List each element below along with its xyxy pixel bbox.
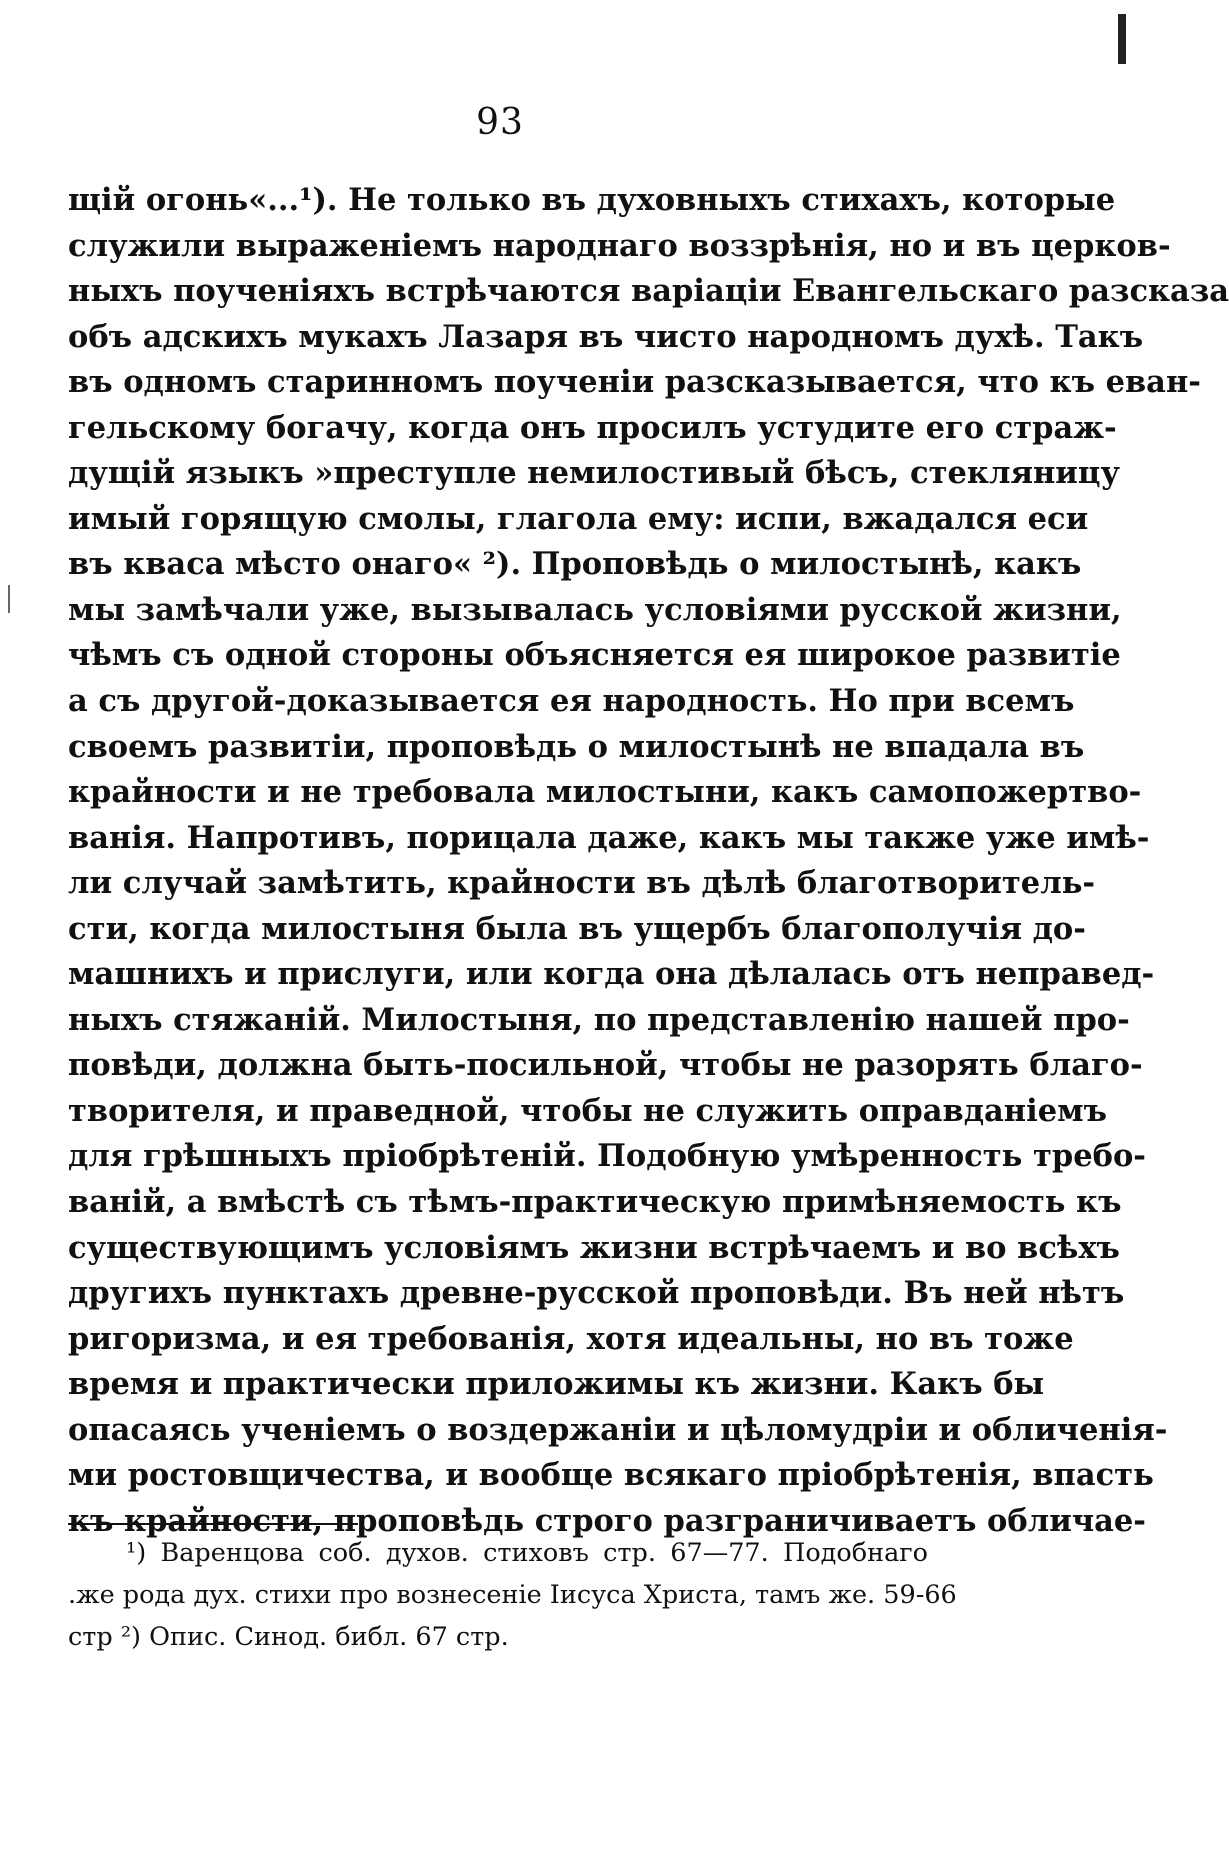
footnote-line: .же рода дух. стихи про вознесеніе Іисуса Христа, тамъ же. 59-66: [68, 1580, 957, 1610]
text-line: объ адскихъ мукахъ Лазаря въ чисто народномъ духѣ. Такъ: [68, 318, 1144, 355]
page-number: 93: [476, 102, 524, 143]
text-line: щій огонь«...¹). Не только въ духовныхъ стихахъ, которые: [68, 182, 1116, 218]
scan-edge-mark: [1118, 14, 1126, 64]
footnote-line: стр ²) Опис. Синод. библ. 67 стр.: [68, 1622, 509, 1652]
text-line: дущій языкъ »преступле немилостивый бѣсъ, стекляницу: [68, 455, 1120, 492]
text-line: ваній, а вмѣстѣ съ тѣмъ-практическую примѣняемость къ: [68, 1184, 1122, 1221]
text-line: а съ другой-доказывается ея народность. Но при всемъ: [68, 683, 1075, 720]
text-line: существующимъ условіямъ жизни встрѣчаемъ и во всѣхъ: [68, 1229, 1120, 1266]
body-text: [68, 178, 1229, 1544]
footnote-separator: [68, 1523, 358, 1525]
text-line: имый горящую смолы, глагола ему: испи, вжадался еси: [68, 500, 1089, 537]
text-line: гельскому богачу, когда онъ просилъ устудите его страж-: [68, 409, 1117, 446]
text-line: опасаясь ученіемъ о воздержаніи и цѣломудріи и обличенія-: [68, 1411, 1168, 1448]
text-line: къ крайности, проповѣдь строго разграничиваетъ обличае-: [68, 1502, 1146, 1539]
text-line: чѣмъ съ одной стороны объясняется ея широкое развитіе: [68, 637, 1121, 674]
text-line: творителя, и праведной, чтобы не служить оправданіемъ: [68, 1092, 1107, 1129]
text-line: ригоризма, и ея требованія, хотя идеальны, но въ тоже: [68, 1320, 1074, 1357]
footnotes: [68, 1532, 957, 1658]
text-line: ныхъ стяжаній. Милостыня, по представленію нашей про-: [68, 1001, 1130, 1038]
text-line: ванія. Напротивъ, порицала даже, какъ мы также уже имѣ-: [68, 819, 1150, 856]
text-line: ми ростовщичества, и вообще всякаго пріобрѣтенія, впасть: [68, 1457, 1154, 1494]
text-line: служили выраженіемъ народнаго воззрѣнія, но и въ церков-: [68, 227, 1171, 264]
text-line: повѣди, должна быть-посильной, чтобы не разорять благо-: [68, 1047, 1143, 1084]
text-line: другихъ пунктахъ древне-русской проповѣди. Въ ней нѣтъ: [68, 1275, 1125, 1312]
text-line: мы замѣчали уже, вызывалась условіями русской жизни,: [68, 591, 1122, 628]
text-line: сти, когда милостыня была въ ущербъ благополучія до-: [68, 910, 1086, 947]
footnote-line: ¹) Варенцова соб. духов. стиховъ стр. 67—77. Подобнаго: [126, 1538, 928, 1568]
text-line: время и практически приложимы къ жизни. Какъ бы: [68, 1366, 1045, 1403]
text-line: машнихъ и прислуги, или когда она дѣлалась отъ неправед-: [68, 956, 1155, 993]
scan-edge-mark: [8, 585, 10, 613]
text-line: ли случай замѣтить, крайности въ дѣлѣ благотворитель-: [68, 865, 1096, 902]
text-line: для грѣшныхъ пріобрѣтеній. Подобную умѣренность требо-: [68, 1138, 1146, 1175]
text-line: своемъ развитіи, проповѣдь о милостынѣ не впадала въ: [68, 728, 1085, 765]
text-line: въ одномъ старинномъ поученіи разсказывается, что къ еван-: [68, 364, 1201, 401]
text-line: ныхъ поученіяхъ встрѣчаются варіаціи Евангельскаго разсказа: [68, 273, 1229, 310]
text-line: крайности и не требовала милостыни, какъ самопожертво-: [68, 774, 1142, 811]
text-line: въ кваса мѣсто онаго« ²). Проповѣдь о милостынѣ, какъ: [68, 546, 1082, 583]
